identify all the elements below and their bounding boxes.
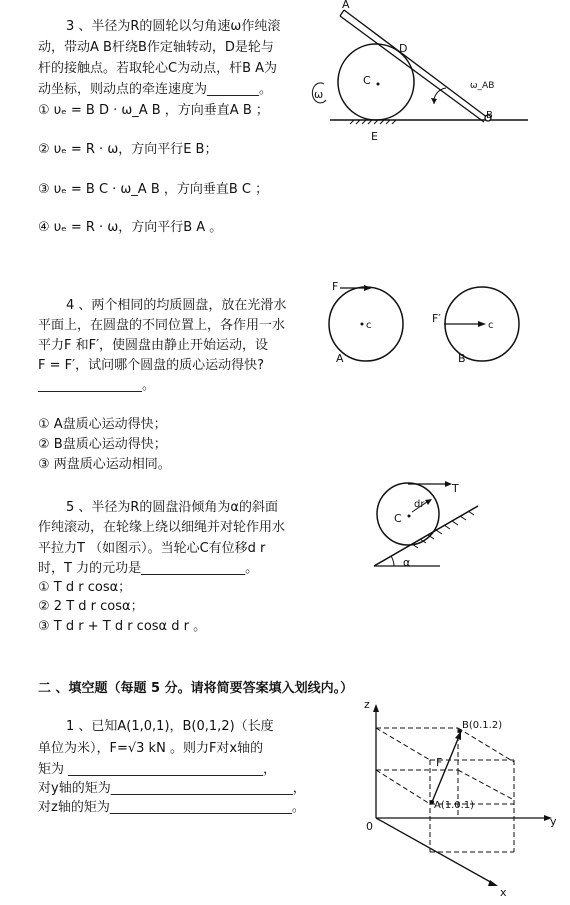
q5-label-alpha: α xyxy=(403,556,411,569)
q3-option-4: ④ υₑ = R · ω，方向平行B A 。 xyxy=(38,220,223,235)
q4-label-a: A xyxy=(336,352,344,365)
section2-title: 二 、填空题（每题 5 分。请将简要答案填入划线内。） xyxy=(38,681,354,696)
q4-line-3: 平力F 和F′，使圆盘由静止开始运动，设 xyxy=(38,338,269,353)
q3-label-c: C xyxy=(363,74,371,87)
q4-option-3: ③ 两盘质心运动相同。 xyxy=(38,457,171,472)
q4-label-b: B xyxy=(458,352,466,365)
q4-line-2: 平面上，在圆盘的不同位置上，各作用一水 xyxy=(38,318,286,333)
q5-option-2: ② 2 T d r cosα； xyxy=(38,599,144,614)
q5-line-2: 作纯滚动，在轮缘上绕以细绳并对轮作用水 xyxy=(38,520,286,535)
fill1-x-axis xyxy=(376,818,494,884)
q5-label-dr: dr xyxy=(414,499,425,510)
q5-line-1: 5 、半径为R的圆盘沿倾角为α的斜面 xyxy=(66,500,279,515)
q3-line-1: 3 、半径为R的圆轮以匀角速ω作纯滚 xyxy=(66,19,281,34)
q3-label-omega-ab: ω_AB xyxy=(470,81,495,91)
q3-label-a: A xyxy=(342,0,350,11)
fill1-dashed-box xyxy=(376,728,514,852)
q4-label-f: F xyxy=(332,280,339,293)
fill1-line-2: 单位为米），F=√3 kN 。则力F对x轴的 xyxy=(38,741,264,756)
q3-line-3: 杆的接触点。若取轮心C为动点，杆B A为 xyxy=(38,61,278,76)
q4-line-1: 4 、两个相同的均质圆盘，放在光滑水 xyxy=(66,298,287,313)
fill1-label-b: B(0.1.2) xyxy=(462,720,503,731)
fill1-line-5: 对z轴的矩为____________________________。 xyxy=(38,800,305,815)
q4-option-1: ① A盘质心运动得快； xyxy=(38,417,167,432)
q5-line-3: 平拉力T （如图示）。当轮心C有位移d r xyxy=(38,541,266,556)
q4-line-4: F = F′，试问哪个圆盘的质心运动得快? xyxy=(38,358,264,373)
fill1-label-x: x xyxy=(500,886,507,899)
q4-label-c2: c xyxy=(488,320,494,331)
fill1-label-z: z xyxy=(364,698,370,711)
q4-line-5: ________________。 xyxy=(38,378,156,393)
q5-label-t: T xyxy=(452,482,459,495)
q3-option-2: ② υₑ = R · ω，方向平行E B； xyxy=(38,142,218,157)
q4-option-2: ② B盘质心运动得快； xyxy=(38,437,167,452)
q5-option-3: ③ T d r + T d r cosα d r 。 xyxy=(38,619,207,634)
q3-label-omega: ω xyxy=(314,88,324,101)
q4-label-fp: F′ xyxy=(432,312,441,325)
q3-label-b: B xyxy=(486,110,493,121)
q3-label-e: E xyxy=(371,130,378,143)
fill1-line-1: 1 、已知A(1,0,1)，B(0,1,2)（长度 xyxy=(66,719,274,734)
q5-line-4: 时，T 力的元功是________________。 xyxy=(38,561,259,576)
q5-option-1: ① T d r cosα； xyxy=(38,580,132,595)
q4-label-c1: c xyxy=(366,320,372,331)
q5-label-c: C xyxy=(394,512,402,525)
q3-option-1: ① υₑ = B D · ω_A B ，方向垂直A B ； xyxy=(38,103,269,118)
fill1-line-3: 矩为 ______________________________， xyxy=(38,762,277,777)
q3-label-d: D xyxy=(399,42,408,55)
fill1-line-4: 对y轴的矩为____________________________， xyxy=(38,781,306,796)
fill1-label-f: F xyxy=(436,756,443,769)
fill1-label-a: A(1.0.1) xyxy=(434,800,475,811)
q3-option-3: ③ υₑ = B C · ω_A B ，方向垂直B C ； xyxy=(38,182,269,197)
q3-line-4: 动坐标，则动点的牵连速度为________。 xyxy=(38,82,273,97)
fill1-label-origin: 0 xyxy=(366,820,373,833)
q3-line-2: 动，带动A B杆绕B作定轴转动，D是轮与 xyxy=(38,40,274,55)
fill1-label-y: y xyxy=(550,815,557,828)
